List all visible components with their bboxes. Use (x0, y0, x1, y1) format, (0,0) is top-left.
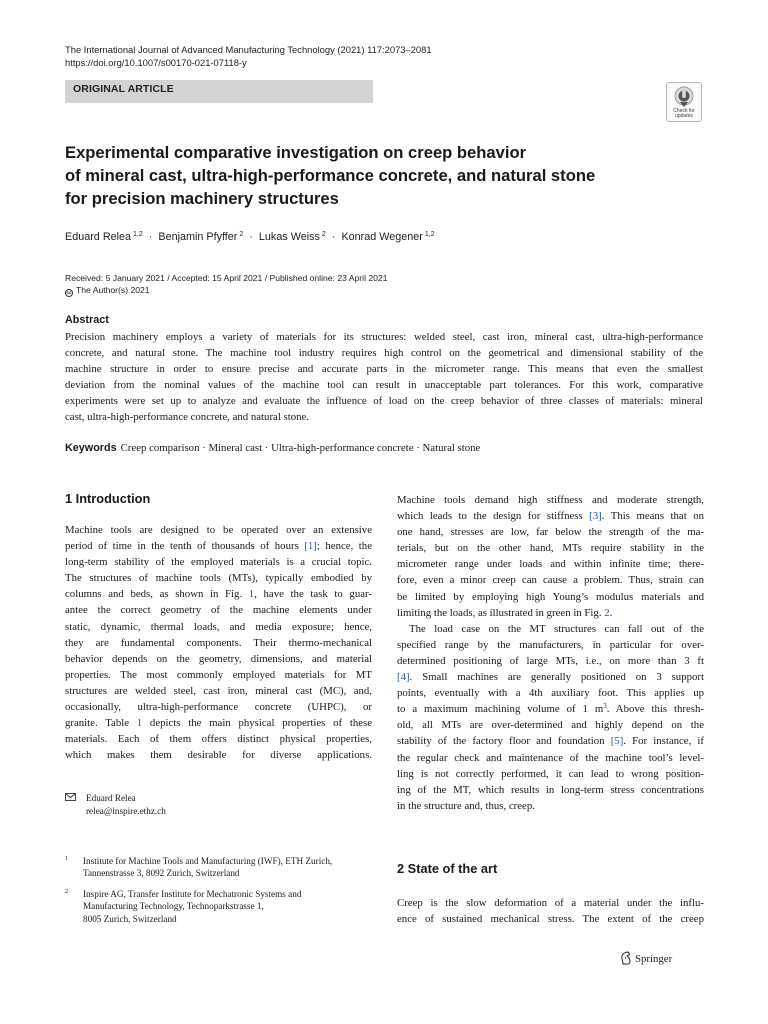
text-line: static, dynamic, thermal loads, and media exposure; hence, (65, 620, 372, 633)
check-for-updates-badge[interactable] (666, 82, 702, 122)
title-line: for precision machinery structures (65, 189, 339, 208)
text-line: [4]. Small machines are generally positioned on 3 support (397, 671, 704, 684)
author-affiliation: 1,2 (133, 231, 143, 238)
text-line: which makes them desirable for diverse applications. (65, 749, 372, 762)
text-line: old, all MTs are over-determined and highly depend on the (397, 719, 704, 732)
text-line: to a maximum machining volume of 1 $m^3$. Above this thresh- (397, 702, 704, 716)
check-updates-icon (674, 86, 694, 108)
abstract-line: deviation from the nominal values of the machine tool can result in unacceptable part tolerances. For this work, comparative (65, 379, 703, 391)
text-line: period of time in the tenth of thousands of hours [1]; hence, the (65, 540, 372, 553)
affiliation-line: Tannenstrasse 3, 8092 Zurich, Switzerland (83, 868, 240, 879)
citation-link[interactable]: [3] (589, 510, 602, 523)
abstract-line: Precision machinery employs a variety of materials for its structures: welded steel, cast iron, mineral cast, ultra-high-performance (65, 331, 703, 343)
citation-link[interactable]: [5] (610, 735, 624, 748)
publisher-name: Springer (635, 953, 673, 965)
text-line: the regular check and maintenance of the machine tool’s level- (397, 751, 704, 764)
creative-commons-icon: cc (66, 290, 72, 295)
publication-dates (65, 272, 388, 297)
text-line: The load case on the MT structures can fall out of the (409, 622, 704, 635)
text-line: Machine tools demand high stiffness and moderate strength, (397, 494, 704, 506)
keywords (65, 442, 480, 454)
journal-line: The International Journal of Advanced Manufacturing Technology (2021) 117:2073–2081 (65, 44, 432, 55)
table-link[interactable]: 1 (136, 717, 143, 730)
introduction-text-continued (397, 492, 704, 814)
text-line: properties. The most commonly employed materials for MT (65, 668, 372, 681)
journal-reference (65, 43, 432, 69)
figure-link[interactable]: 2 (604, 606, 610, 619)
author-affiliation: 2 (239, 231, 244, 238)
text-line: stability of the factory floor and foundation [5]. For instance, if (397, 735, 705, 748)
author-name[interactable]: Lukas Weiss (258, 231, 320, 243)
author-separator: · (148, 231, 153, 243)
text-line: Creep is the slow deformation of a material under the influ- (397, 897, 704, 909)
affiliation-line: Inspire AG, Transfer Institute for Mechatronic Systems and (83, 889, 302, 899)
text-line: occasionally, ultra-high-performance concrete (UHPC), or (65, 701, 372, 714)
affiliation-line: 8005 Zurich, Switzerland (83, 913, 177, 924)
introduction-text (65, 522, 372, 763)
citation-link[interactable]: [1] (304, 540, 317, 553)
affiliation-line: Manufacturing Technology, Technoparkstrasse 1, (83, 901, 264, 912)
text-line: granite. Table 1 depicts the main physical properties of these (65, 717, 373, 730)
text-line: be limited by employing high Young’s modulus materials and (397, 590, 704, 603)
text-line: behavior depends on the geometry, dimensions, and material (65, 652, 372, 665)
text-line: determined positioning of large MTs, i.e., on more than 3 ft (397, 654, 704, 667)
copyright-line (65, 284, 388, 297)
text-line: ence of sustained mechanical stress. The extent of the creep (397, 913, 704, 926)
text-line: which leads to the design for stiffness [3]. This means that on (397, 510, 704, 523)
date-line: Received: 5 January 2021 / Accepted: 15 April 2021 / Published online: 23 April 2021 (65, 273, 388, 283)
text-line: limiting the loads, as illustrated in green in Fig. 2. (397, 606, 613, 619)
abstract-line: concrete, and natural stone. The machine tool industry requires high control on the geometrical and dimensional stability of the (65, 347, 703, 359)
state-of-the-art-text (397, 895, 704, 927)
copyright-text: The Author(s) 2021 (76, 285, 150, 295)
abstract-line: cast, ultra-high-performance concrete, and natural stone. (65, 411, 310, 423)
section-heading-state-of-the-art: 2 State of the art (397, 861, 498, 876)
text-line: they are fundamental components. Their thermo-mechanical (65, 636, 372, 649)
text-line: one hand, stresses are low, far below the strength of the ma- (397, 526, 704, 539)
text-line: in the structure and, thus, creep. (397, 799, 535, 812)
text-line: long-term stability of the employed materials is a crucial topic. (65, 556, 372, 569)
author-name[interactable]: Eduard Relea (65, 231, 132, 243)
abstract-line: experiments were set up to analyze and evaluate the influence of load on the creep behavior of three classes of materials: mineral (65, 395, 703, 407)
text-line: structures are welded steel, cast iron, mineral cast (MC), and, (65, 684, 372, 697)
text-line: antee the correct geometry of the machine elements under (65, 604, 372, 617)
correspondence-name: Eduard Relea (86, 793, 136, 803)
author-separator: · (331, 231, 336, 243)
springer-logo (620, 951, 672, 965)
article-type-banner: ORIGINAL ARTICLE (65, 80, 373, 103)
springer-horse-icon (620, 951, 632, 965)
doi-link[interactable]: https://doi.org/10.1007/s00170-021-07118-y (65, 57, 247, 68)
text-line: fore, even a minor creep can cause a problem. Thus, strain can (397, 574, 704, 587)
text-line: ling is not correctly performed, it can lead to wrong position- (397, 767, 704, 780)
text-line: columns and beds, as shown in Fig. 1, have the task to guar- (65, 588, 372, 601)
text-line: micrometer range under loads and within infinite time; there- (397, 558, 704, 571)
abstract-heading: Abstract (65, 314, 109, 326)
badge-text-line: Check for (673, 108, 695, 114)
affiliation-line: Institute for Machine Tools and Manufacturing (IWF), ETH Zurich, (83, 856, 333, 866)
badge-text-line: updates (675, 113, 693, 120)
affiliation-number: 1 (65, 855, 69, 862)
author-separator: · (249, 231, 253, 243)
keywords-text: Creep comparison · Mineral cast · Ultra-high-performance concrete · Natural stone (120, 442, 481, 454)
title-line: Experimental comparative investigation on creep behavior (65, 143, 527, 162)
affiliation-number: 2 (65, 888, 69, 895)
text-line: The structures of machine tools (MTs), typically embodied by (65, 572, 372, 585)
author-affiliation: 2 (321, 231, 326, 238)
author-name[interactable]: Konrad Wegener (341, 231, 423, 243)
text-line: specified range by the manufacturers, in particular for over- (397, 638, 704, 651)
text-line: Machine tools are designed to be operated over an extensive (65, 524, 372, 536)
abstract-body (65, 329, 703, 425)
correspondence-email[interactable]: relea@inspire.ethz.ch (86, 806, 166, 816)
author-list (65, 231, 435, 243)
text-line: ing of the MT, which results in long-term stress concentrations (397, 783, 704, 796)
author-affiliation: 1,2 (424, 231, 435, 238)
author-name[interactable]: Benjamin Pfyffer (158, 231, 238, 243)
abstract-line: machine structure in order to ensure precise and accurate parts in the micrometer range. This means that even the smallest (65, 363, 703, 375)
section-heading-introduction: 1 Introduction (65, 491, 151, 506)
paper-title (65, 141, 665, 210)
citation-link[interactable]: [4] (397, 671, 410, 684)
text-line: materials. Each of them offers distinct physical properties, (65, 733, 372, 746)
text-line: points, eventually with a 4th auxiliary foot. This applies up (397, 687, 704, 700)
figure-link[interactable]: 1 (248, 588, 255, 601)
text-line: terials, but on the other hand, MTs require stability in the (397, 542, 704, 555)
envelope-icon (65, 793, 76, 801)
keywords-label: Keywords (65, 442, 117, 454)
title-line: of mineral cast, ultra-high-performance concrete, and natural stone (65, 166, 596, 185)
